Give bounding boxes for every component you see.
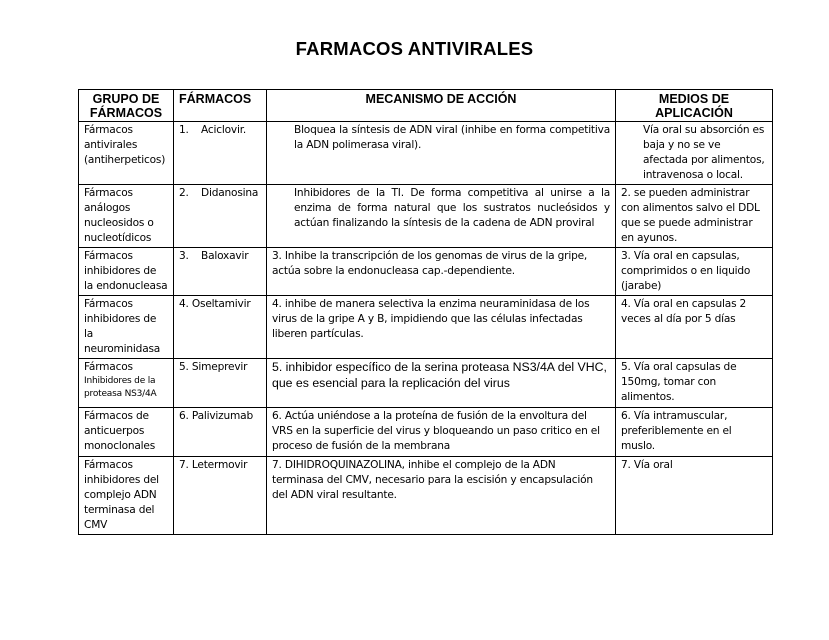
table-row bbox=[79, 408, 773, 457]
mechanism-item bbox=[272, 186, 610, 231]
cell-medios: 4. Vía oral en capsulas 2 veces al día por 5 días bbox=[616, 296, 773, 359]
cell-grupo: Fármacos de anticuerpos monoclonales bbox=[79, 408, 174, 457]
cell-farmaco: 4. Oseltamivir bbox=[174, 296, 267, 359]
list-number: 1. bbox=[179, 124, 189, 136]
cell-mecanismo: 7. DIHIDROQUINAZOLINA, inhibe el complejo de la ADN terminasa del CMV, necesario para la escisión y encapsulación del ADN viral resultante. bbox=[267, 457, 616, 535]
cell-farmaco bbox=[174, 122, 267, 185]
page-title: FARMACOS ANTIVIRALES bbox=[295, 38, 534, 59]
list-number bbox=[272, 186, 294, 201]
table-header-row bbox=[79, 90, 773, 122]
cell-grupo: Fármacos inhibidores de la endonucleasa bbox=[79, 248, 174, 296]
cell-mecanismo: 5. inhibidor específico de la serina proteasa NS3/4A del VHC, que es esencial para la replicación del virus bbox=[267, 359, 616, 408]
cell-medios: 6. Vía intramuscular, preferiblemente en el muslo. bbox=[616, 408, 773, 457]
list-number bbox=[272, 123, 294, 138]
antiviral-table bbox=[78, 89, 773, 535]
route-item bbox=[621, 123, 767, 183]
mechanism-text: Bloquea la síntesis de ADN viral (inhibe en forma competitiva la ADN polimerasa viral). bbox=[294, 124, 610, 151]
list-number: 2. bbox=[179, 187, 189, 199]
table-row bbox=[79, 248, 773, 296]
cell-farmaco: 5. Simeprevir bbox=[174, 359, 267, 408]
drug-name: Baloxavir bbox=[201, 250, 249, 262]
cell-grupo: Fármacos antivirales (antiherpeticos) bbox=[79, 122, 174, 185]
group-label: Fármacos bbox=[84, 361, 133, 373]
group-sublabel: Inhibidores de la proteasa NS3/4A bbox=[84, 376, 157, 399]
table-row bbox=[79, 185, 773, 248]
route-text: Vía oral su absorción es baja y no se ve afectada por alimentos, intravenosa o local. bbox=[643, 124, 765, 181]
cell-farmaco: 7. Letermovir bbox=[174, 457, 267, 535]
drug-name: Aciclovir. bbox=[201, 124, 247, 136]
table-row bbox=[79, 457, 773, 535]
list-number bbox=[621, 123, 643, 138]
cell-medios bbox=[616, 122, 773, 185]
cell-grupo: Fármacos inhibidores del complejo ADN terminasa del CMV bbox=[79, 457, 174, 535]
table-row bbox=[79, 122, 773, 185]
cell-medios: 5. Vía oral capsulas de 150mg, tomar con alimentos. bbox=[616, 359, 773, 408]
cell-grupo bbox=[79, 359, 174, 408]
cell-farmaco bbox=[174, 185, 267, 248]
drug-name: Didanosina bbox=[201, 187, 259, 199]
cell-mecanismo: 6. Actúa uniéndose a la proteína de fusión de la envoltura del VRS en la superficie del virus y bloqueando un paso critico en el proceso de fusión de la membrana bbox=[267, 408, 616, 457]
cell-farmaco bbox=[174, 248, 267, 296]
cell-mecanismo: 3. Inhibe la transcripción de los genomas de virus de la gripe, actúa sobre la endonucleasa cap.-dependiente. bbox=[267, 248, 616, 296]
cell-mecanismo: 4. inhibe de manera selectiva la enzima neuraminidasa de los virus de la gripe A y B, impidiendo que las células infectadas liberen partículas. bbox=[267, 296, 616, 359]
cell-medios: 2. se pueden administrar con alimentos salvo el DDL que se puede administrar en ayunos. bbox=[616, 185, 773, 248]
table-row bbox=[79, 359, 773, 408]
list-number: 3. bbox=[179, 250, 189, 262]
header-farmacos: FÁRMACOS bbox=[174, 90, 267, 122]
cell-mecanismo bbox=[267, 185, 616, 248]
cell-farmaco: 6. Palivizumab bbox=[174, 408, 267, 457]
header-medios: MEDIOS DE APLICACIÓN bbox=[616, 90, 773, 122]
mechanism-item bbox=[272, 123, 610, 153]
cell-medios: 3. Vía oral en capsulas, comprimidos o en liquido (jarabe) bbox=[616, 248, 773, 296]
mechanism-text: Inhibidores de la TI. De forma competitiva al unirse a la enzima de forma natural que los sustratos nucleósidos y actúan finalizando la síntesis de la cadena de ADN proviral bbox=[294, 187, 610, 229]
table-row bbox=[79, 296, 773, 359]
header-mecanismo: MECANISMO DE ACCIÓN bbox=[267, 90, 616, 122]
cell-grupo: Fármacos inhibidores de la neurominidasa bbox=[79, 296, 174, 359]
cell-medios: 7. Vía oral bbox=[616, 457, 773, 535]
cell-mecanismo bbox=[267, 122, 616, 185]
cell-grupo: Fármacos análogos nucleosidos o nucleotídicos bbox=[79, 185, 174, 248]
header-grupo: GRUPO DE FÁRMACOS bbox=[79, 90, 174, 122]
